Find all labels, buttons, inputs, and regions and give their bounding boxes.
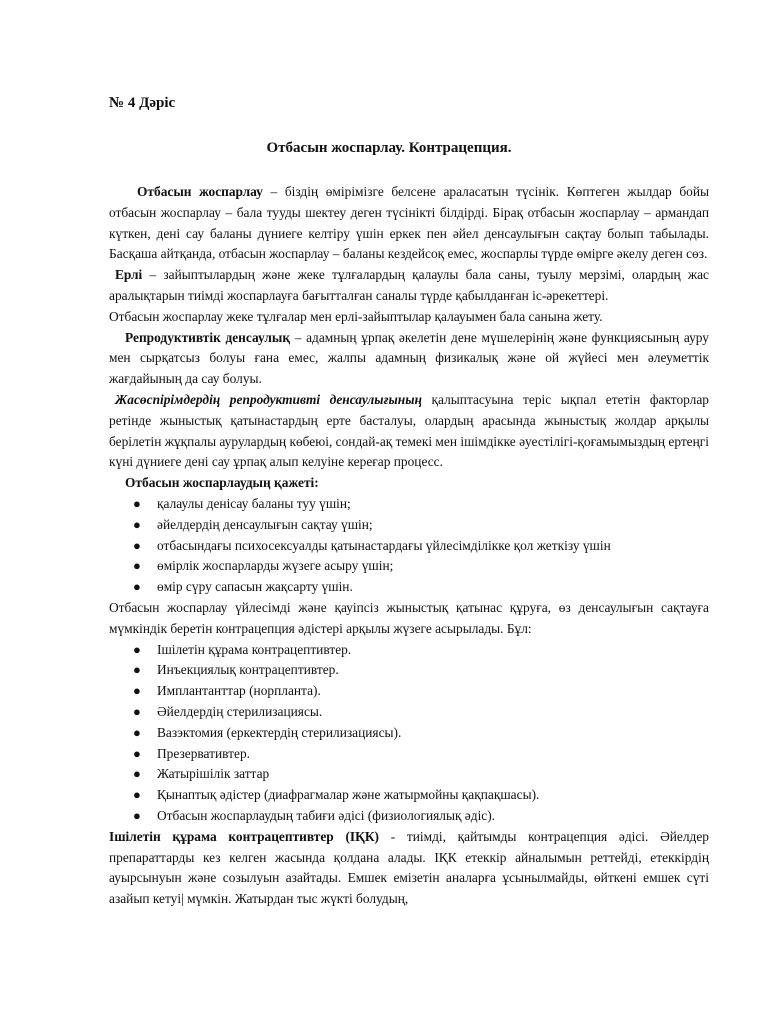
bullet-icon: ● <box>133 537 141 553</box>
list-item: ● Имплантанттар (норпланта). <box>109 681 709 702</box>
term-oral-contraceptives: Ішілетін құрама контрацептивтер (ІҚК) <box>109 828 379 844</box>
bullet-icon: ● <box>133 807 141 823</box>
text-reproductive-health: – адамның ұрпақ әкелетін дене мүшелерінің және функциясының ауру мен сырқатсыз болуы ғана емес, жалпы адамның физикалық және ой жүйесі мен әлеуметтік жағдайының да сау болуы. <box>109 329 709 387</box>
bullet-icon: ● <box>133 766 141 782</box>
list-item: ● Әйелдердің стерилизациясы. <box>109 702 709 723</box>
list-item: ● отбасындағы психосексуалды қатынастардағы үйлесімділікке қол жеткізу үшін <box>109 536 709 557</box>
paragraph-goal: Отбасын жоспарлау жеке тұлғалар мен ерлі-зайыптылар қалауымен бала санына жету. <box>109 308 603 324</box>
list-item: ● Отбасын жоспарлаудың табиғи әдісі (физиологиялық әдіс). <box>109 806 709 827</box>
list-methods <box>109 640 709 827</box>
text-oral-contraceptives: - тиімді, қайтымды контрацепция әдісі. Әйелдер препараттарды кез келген жасында қолдана алады. ІҚК етеккір айналымын реттейді, етеккірдің ауырсынуын және созылуын азайтады. Емшек емізетін аналарға ұсынылмайды, өйткені емшек сүті азайып кетуі| мүмкін. Жатырдан тыс жүкті болудың, <box>109 828 709 907</box>
list-item: ● Қынаптық әдістер (диафрагмалар және жатырмойны қақпақшасы). <box>109 785 709 806</box>
paragraph-reproductive-health <box>109 328 709 390</box>
bullet-icon: ● <box>133 641 141 657</box>
paragraph-adolescent-health <box>109 390 709 473</box>
heading-need: Отбасын жоспарлаудың қажеті: <box>125 475 319 491</box>
list-item: ● әйелдердің денсаулығын сақтау үшін; <box>109 515 709 536</box>
list-item: ● Презервативтер. <box>109 744 709 765</box>
list-item: ● Инъекциялық контрацептивтер. <box>109 660 709 681</box>
bullet-icon: ● <box>133 787 141 803</box>
text-family-planning: – біздің өмірімізге белсене араласатын түсінік. Көптеген жылдар бойы отбасын жоспарлау – бала тууды шектеу деген түсінікті білдірді. Бірақ отбасын жоспарлау – армандап күткен, дені сау баланы дүниеге келтіру үшін еркек пен әйел денсаулығын сақтау болып табылады. Басқаша айтқанда, отбасын жоспарлау – баланы кездейсоқ емес, жоспарлы түрде өмірге әкелу деген сөз. <box>109 184 710 262</box>
list-item: ● өмірлік жоспарларды жүзеге асыру үшін; <box>109 556 709 577</box>
text-spouses: – зайыптылардың және жеке тұлғалардың қалаулы бала саны, туылу мерзімі, олардың жас аралықтарын тиімді жоспарлауға бағытталған саналы түрде қабылданған іс-әрекеттері. <box>109 267 709 303</box>
bullet-icon: ● <box>133 662 141 678</box>
paragraph-family-planning <box>109 182 709 265</box>
list-item: ● өмір сүру сапасын жақсарту үшін. <box>109 577 709 598</box>
paragraph-methods-intro: Отбасын жоспарлау үйлесімді және қауіпсіз жыныстық қатынас құруға, өз денсаулығын сақтауға мүмкіндік беретін контрацепция әдістері арқылы жүзеге асырылады. Бұл: <box>109 599 709 636</box>
term-reproductive-health: Репродуктивтік денсаулық <box>125 329 291 345</box>
document-title: Отбасын жоспарлау. Контрацепция. <box>266 140 512 156</box>
bullet-icon: ● <box>133 495 141 511</box>
bullet-icon: ● <box>133 558 141 574</box>
bullet-icon: ● <box>133 724 141 740</box>
list-need <box>109 494 709 598</box>
bullet-icon: ● <box>133 703 141 719</box>
document-body <box>109 182 709 910</box>
bullet-icon: ● <box>133 579 141 595</box>
list-item: ● Вазэктомия (еркектердің стерилизациясы). <box>109 723 709 744</box>
term-family-planning: Отбасын жоспарлау <box>137 184 263 199</box>
list-item: ● қалаулы денісау баланы туу үшін; <box>109 494 709 515</box>
bullet-icon: ● <box>133 683 141 699</box>
list-item: ● Жатырішілік заттар <box>109 764 709 785</box>
term-adolescent-health: Жасөспірімдердің репродуктивті денсаулығының <box>115 391 422 407</box>
bullet-icon: ● <box>133 516 141 532</box>
term-spouses: Ерлі <box>115 267 143 283</box>
lecture-number: № 4 Дәріс <box>109 95 176 111</box>
list-item: ● Ішілетін құрама контрацептивтер. <box>109 640 709 661</box>
bullet-icon: ● <box>133 745 141 761</box>
paragraph-spouses <box>109 265 709 307</box>
text-adolescent-health: қалыптасуына теріс ықпал ететін факторлар ретінде жыныстық қатынастардың ерте басталуы, олардың арасында жыныстық жолдар арқылы берілетін жұқпалы аурулардың көбеюі, сондай-ақ темекі мен ішімдікке әуестілігі-қоғамымыздың ертеңгі күні дүниеге дені сау ұрпақ алып келуіне кереғар процесс. <box>109 391 710 470</box>
paragraph-oral-contraceptives <box>109 827 709 910</box>
